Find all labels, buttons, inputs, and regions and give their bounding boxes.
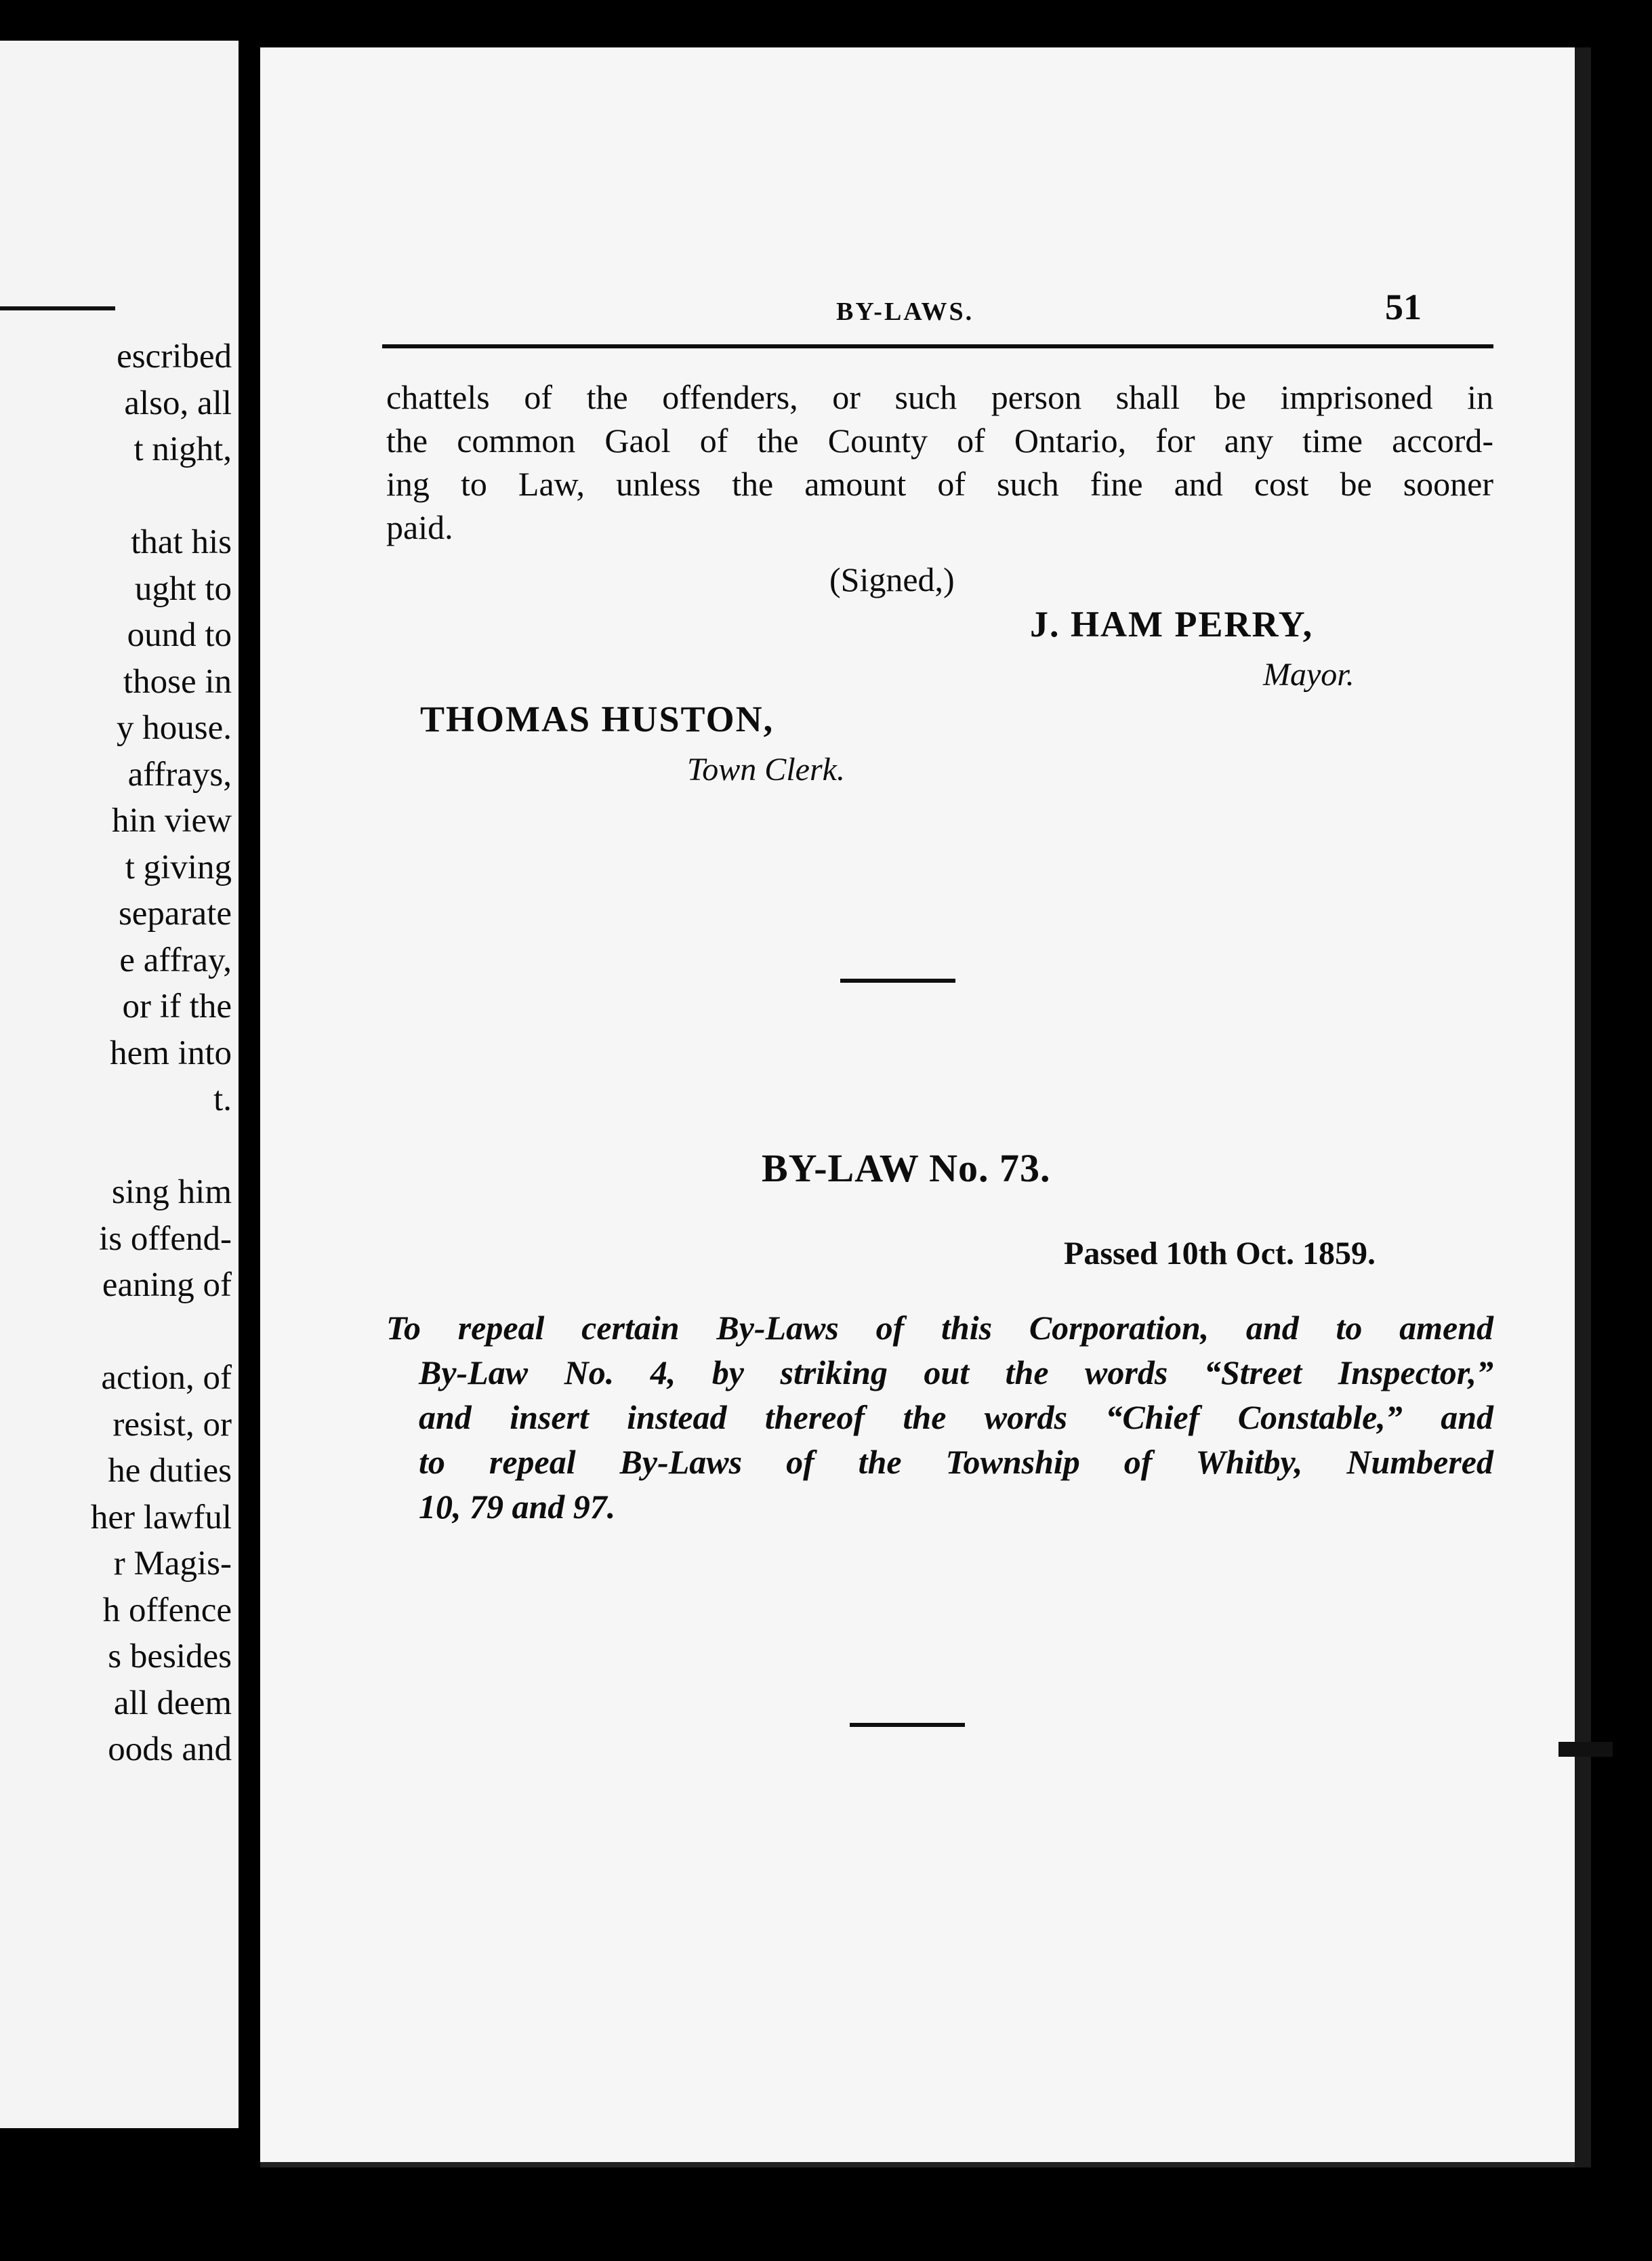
text-line: chattels of the offenders, or such person shall be imprisoned in: [386, 378, 1493, 416]
facing-page-line: y house.: [117, 709, 232, 747]
facing-page-rule: [0, 306, 115, 310]
facing-page-line: all deem: [113, 1684, 232, 1722]
bylaw-title: BY-LAW No. 73.: [762, 1146, 1051, 1190]
running-head: BY-LAWS.: [836, 298, 974, 326]
main-page: [260, 47, 1575, 2162]
bylaw-passed-date: Passed 10th Oct. 1859.: [1064, 1236, 1376, 1271]
facing-page-line: or if the: [122, 987, 232, 1025]
continuation-paragraph: [386, 375, 1493, 549]
clerk-name: THOMAS HUSTON,: [420, 699, 775, 739]
mayor-title: Mayor.: [1263, 657, 1355, 693]
facing-page-line: e affray,: [119, 941, 232, 979]
text-line: 10, 79 and 97.: [419, 1488, 616, 1526]
section-divider: [840, 979, 955, 983]
text-line: By-Law No. 4, by striking out the words “Street Inspector,”: [419, 1353, 1493, 1391]
facing-page-line: action, of: [101, 1359, 232, 1397]
mayor-name: J. HAM PERRY,: [1030, 604, 1314, 645]
page-number: 51: [1385, 287, 1422, 327]
facing-page-line: sing him: [111, 1173, 232, 1211]
binding-mark: [1558, 1742, 1613, 1757]
facing-page-text: [1, 333, 232, 1773]
text-line: the common Gaol of the County of Ontario, for any time accord-: [386, 422, 1493, 460]
clerk-title: Town Clerk.: [687, 752, 845, 788]
facing-page-line: hem into: [110, 1034, 232, 1072]
facing-page-line: [1, 1123, 232, 1170]
facing-page-line: [1, 473, 232, 520]
facing-page-line: also, all: [124, 384, 232, 422]
facing-page-line: eaning of: [102, 1266, 232, 1304]
facing-page-line: t giving: [125, 848, 232, 887]
bylaw-description: [386, 1305, 1493, 1529]
header-rule: [382, 344, 1493, 348]
facing-page-line: t.: [213, 1080, 232, 1118]
facing-page: [0, 41, 239, 2128]
facing-page-line: [1, 1309, 232, 1356]
section-divider: [850, 1723, 965, 1727]
text-line: and insert instead thereof the words “Chief Constable,” and: [419, 1398, 1493, 1436]
page-edge: [1575, 47, 1591, 2167]
facing-page-line: her lawful: [90, 1498, 232, 1536]
facing-page-line: affrays,: [127, 755, 232, 794]
facing-page-line: those in: [123, 662, 232, 701]
text-line: ing to Law, unless the amount of such fine and cost be sooner: [386, 465, 1493, 503]
facing-page-line: he duties: [108, 1452, 232, 1490]
facing-page-line: oods and: [108, 1730, 232, 1768]
text-line: paid.: [386, 508, 453, 546]
facing-page-line: r Magis-: [113, 1545, 232, 1583]
page-edge: [260, 2162, 1575, 2167]
text-line: to repeal By-Laws of the Township of Whitby, Numbered: [419, 1443, 1493, 1481]
facing-page-line: that his: [131, 523, 232, 561]
text-line: To repeal certain By-Laws of this Corporation, and to amend: [386, 1309, 1493, 1347]
facing-page-line: hin view: [111, 802, 232, 840]
facing-page-line: ound to: [127, 616, 232, 654]
facing-page-line: escribed: [117, 338, 232, 375]
book-gutter: [239, 0, 257, 2261]
facing-page-line: separate: [118, 895, 232, 933]
facing-page-line: resist, or: [112, 1405, 232, 1444]
facing-page-line: is offend-: [99, 1219, 232, 1258]
facing-page-line: t night,: [133, 430, 232, 468]
signed-note: (Signed,): [829, 561, 955, 598]
facing-page-line: h offence: [102, 1591, 232, 1629]
facing-page-line: s besides: [108, 1637, 232, 1675]
facing-page-line: ught to: [134, 569, 232, 608]
